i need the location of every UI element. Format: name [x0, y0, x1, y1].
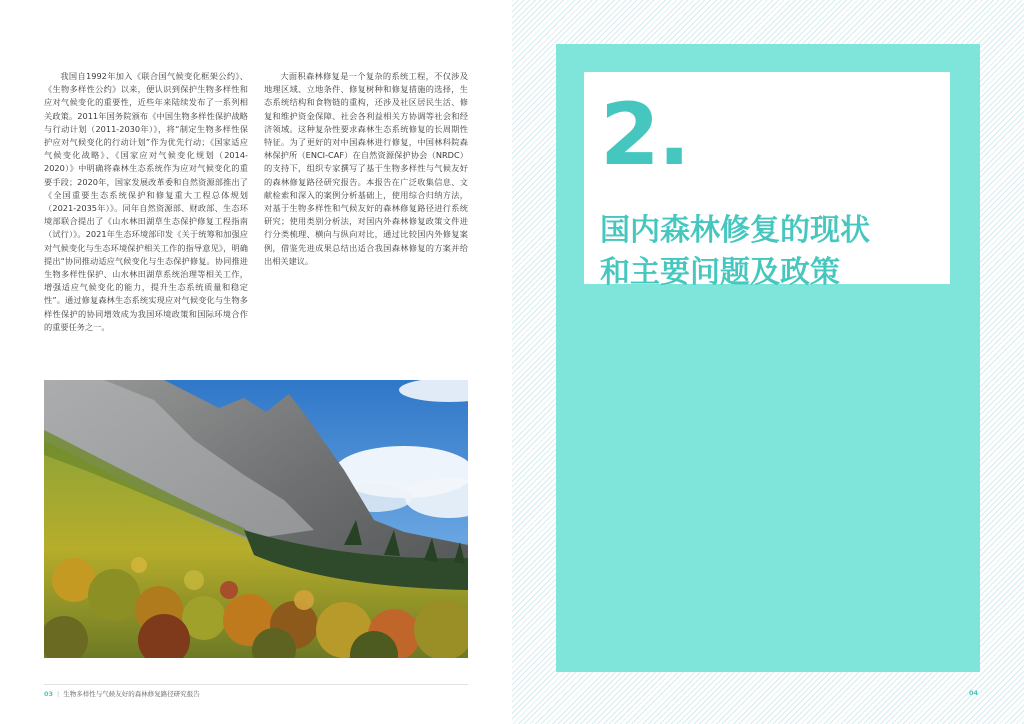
footer-separator: | — [57, 690, 60, 698]
paragraph-report-intro: 大面积森林修复是一个复杂的系统工程，不仅涉及地理区域、立地条件、修复树种和修复措施的选择，生态系统结构和食物链的重构，还涉及社区居民生活、修复和维护资金保障、社会各利益相关方协调等社会和经济领域。这种复杂性要求森林生态系统修复的长周期性特征。为了更好的对中国森林进行修复，中国林科院森林保护所（ENCI-CAF）在自然资源保护协会（NRDC）的支持下，组织专家撰写了基于生物多样性与气候友好的森林修复路径研究报告。本报告在广泛收集信息、文献检索和深入的案例分析基础上，使用综合归纳方法，对基于生物多样性和气候友好的森林修复路径进行系统研究；使用类别分析法，对国内外森林修复政策文件进行分类梳理、横向与纵向对比，通过比较国内外修复案例，借鉴先进成果总结出适合我国森林修复的方案并给出相关建议。 — [264, 71, 468, 266]
chapter-title — [600, 210, 945, 294]
chapter-panel — [556, 44, 980, 672]
paragraph-policy-history: 我国自1992年加入《联合国气候变化框架公约》、《生物多样性公约》以来，便认识到保护生物多样性和应对气候变化的重要性，近些年来陆续发布了一系列相关政策。2011年国务院颁布《中国生物多样性保护战略与行动计划（2011-2030年）》，将“制定生物多样性保护应对气候变化的行动计划”作为优先行动；《国家适应气候变化战略》、《国家应对气候变化规划（2014-2020）》中明确将森林生态系统作为应对气候变化的重要手段；2020年，国家发展改革委和自然资源部推出了《全国重要生态系统保护和修复重大工程总体规划（2021-2035年）》。同年自然资源部、财政部、生态环境部联合提出了《山水林田湖草生态保护修复工程指南（试行）》。2021年生态环境部印发《关于统筹和加强应对气候变化与生态环境保护相关工作的指导意见》，明确提出“协同推动适应气候变化与生态保护修复。协同推进生物多样性保护、山水林田湖草系统治理等相关工作，增强适应气候变化的能力，提升生态系统质量和稳定性”。通过修复森林生态系统实现应对气候变化与生物多样性保护的协同增效成为我国环境政策和国际环境合作的重要任务之一。 — [44, 71, 248, 332]
footer-left — [44, 689, 200, 698]
chapter-title-box — [584, 72, 950, 290]
page-number-right: 04 — [968, 689, 978, 697]
mountain-forest-photo — [44, 380, 468, 658]
page-number-left: 03 — [44, 690, 54, 698]
chapter-title-line-2: 和主要问题及政策 — [600, 255, 840, 290]
right-page — [512, 0, 1024, 724]
chapter-number: 2. — [600, 85, 689, 185]
footer-divider — [44, 684, 468, 685]
chapter-title-line-1: 国内森林修复的现状 — [600, 213, 870, 248]
body-column-2 — [264, 70, 468, 268]
body-column-1 — [44, 70, 248, 334]
report-title-footer: 生物多样性与气候友好的森林修复路径研究报告 — [63, 690, 200, 698]
